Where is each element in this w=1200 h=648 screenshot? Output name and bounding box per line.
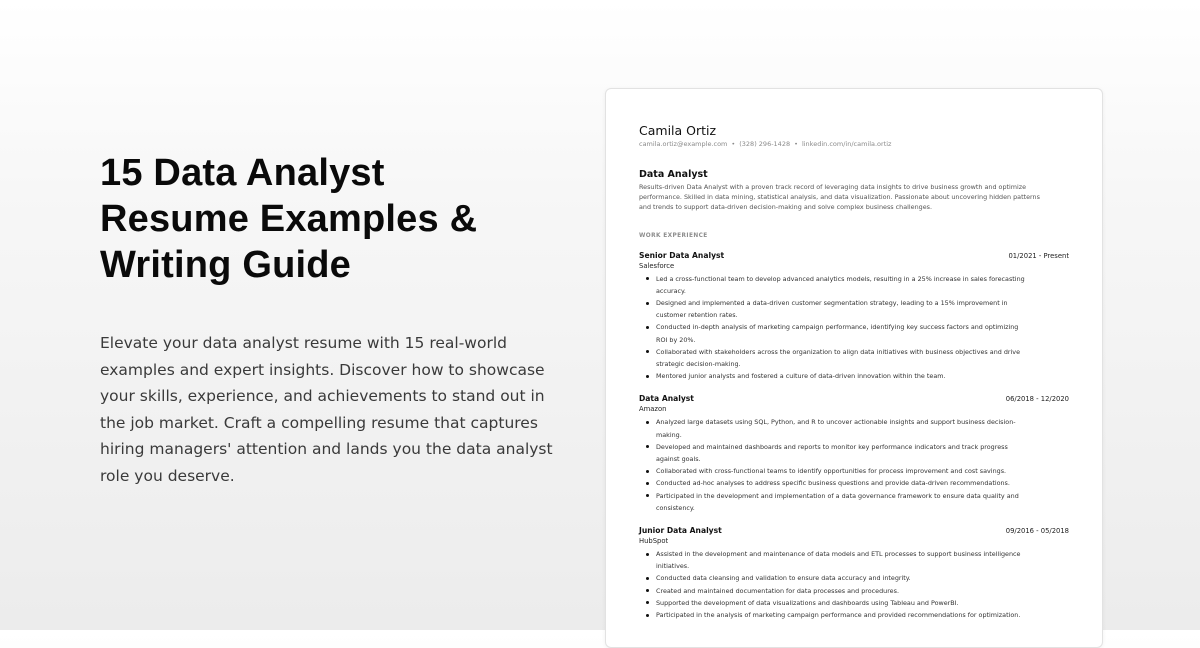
job-title: Junior Data Analyst: [639, 526, 722, 536]
resume-role: Data Analyst: [639, 169, 708, 180]
bullet-text: [656, 609, 1069, 621]
job-entry: [639, 394, 1069, 514]
summary-line: performance. Skilled in data mining, statistical analysis, and data visualization. Passionate about uncovering hidden patterns: [639, 193, 1040, 202]
bullet-line: strategic decision-making.: [656, 360, 741, 369]
bullet-item: [656, 416, 1069, 440]
bullet-icon: [646, 375, 649, 378]
hero-section: [100, 150, 553, 490]
bullet-line: initiatives.: [656, 562, 690, 571]
resume-contact: [639, 140, 1069, 148]
job-bullets: [639, 548, 1069, 621]
bullet-line: Supported the development of data visualizations and dashboards using Tableau and PowerBI.: [656, 598, 959, 607]
bullet-item: [656, 548, 1069, 572]
bullet-text: [656, 585, 1069, 597]
page-description: [100, 330, 553, 490]
bullet-item: [656, 609, 1069, 621]
title-line: Writing Guide: [100, 244, 351, 286]
bullet-icon: [646, 421, 649, 424]
bullet-line: Led a cross-functional team to develop advanced analytics models, resulting in a 25% increase in sales forecasting: [656, 274, 1025, 283]
bullet-item: [656, 321, 1069, 345]
bullet-icon: [646, 494, 649, 497]
bullet-line: Conducted ad-hoc analyses to address specific business questions and provide data-driven recommendations.: [656, 479, 1010, 488]
section-heading-work-experience: WORK EXPERIENCE: [639, 232, 708, 239]
bullet-icon: [646, 589, 649, 592]
bullet-icon: [646, 482, 649, 485]
resume-linkedin: linkedin.com/in/camila.ortiz: [801, 140, 892, 148]
description-line: hiring managers' attention and lands you the data analyst: [100, 440, 553, 459]
job-company: Salesforce: [639, 261, 675, 270]
bullet-icon: [646, 601, 649, 604]
bullet-line: Assisted in the development and maintenance of data models and ETL processes to support business intelligence: [656, 550, 1021, 559]
bullet-item: [656, 572, 1069, 584]
job-header: [639, 251, 1069, 260]
bullet-line: Collaborated with cross-functional teams to identify opportunities for process improvement and cost savings.: [656, 467, 1007, 476]
bullet-icon: [646, 577, 649, 580]
bullet-item: [656, 585, 1069, 597]
description-line: Elevate your data analyst resume with 15 real-world: [100, 334, 507, 352]
bullet-line: Conducted in-depth analysis of marketing campaign performance, identifying key success factors and optimizing: [656, 323, 1019, 332]
bullet-item: [656, 346, 1069, 370]
bullet-text: [656, 297, 1069, 321]
bullet-item: [656, 465, 1069, 477]
bullet-text: [656, 273, 1069, 297]
description-line: your skills, experience, and achievements to stand out in: [100, 387, 545, 406]
job-header: [639, 394, 1069, 403]
bullet-text: [656, 548, 1069, 572]
job-company: HubSpot: [639, 537, 669, 546]
bullet-item: [656, 370, 1069, 382]
bullet-icon: [646, 277, 649, 280]
job-title: Data Analyst: [639, 394, 694, 404]
bullet-icon: [646, 350, 649, 353]
bullet-icon: [646, 445, 649, 448]
bullet-line: customer retention rates.: [656, 311, 738, 320]
bullet-text: [656, 321, 1069, 345]
title-line: Resume Examples &: [100, 198, 478, 240]
bullet-line: Analyzed large datasets using SQL, Python, and R to uncover actionable insights and support business decision-: [656, 418, 1016, 427]
bullet-text: [656, 465, 1069, 477]
resume-name: Camila Ortiz: [639, 123, 717, 138]
bullet-icon: [646, 614, 649, 617]
bullet-line: Participated in the development and implementation of a data governance framework to ensure data quality and: [656, 491, 1019, 500]
resume-preview: [605, 88, 1103, 648]
description-line: examples and expert insights. Discover how to showcase: [100, 360, 545, 379]
bullet-text: [656, 572, 1069, 584]
bullet-item: [656, 477, 1069, 489]
bullet-icon: [646, 302, 649, 305]
jobs-list: [639, 251, 1069, 622]
bullet-item: [656, 441, 1069, 465]
bullet-icon: [646, 326, 649, 329]
job-company: Amazon: [639, 405, 667, 414]
bullet-item: [656, 297, 1069, 321]
bullet-text: [656, 370, 1069, 382]
bullet-line: against goals.: [656, 455, 701, 464]
bullet-text: [656, 416, 1069, 440]
resume-phone: (328) 296-1428: [739, 140, 791, 148]
bullet-line: Designed and implemented a data-driven customer segmentation strategy, leading to a 15% improvement in: [656, 299, 1008, 308]
job-entry: [639, 251, 1069, 383]
bullet-item: [656, 597, 1069, 609]
bullet-line: consistency.: [656, 503, 695, 512]
bullet-text: [656, 441, 1069, 465]
summary-line: and trends to support data-driven decision-making and solve complex business challenges.: [639, 203, 932, 212]
bullet-line: Conducted data cleansing and validation to ensure data accuracy and integrity.: [656, 574, 911, 583]
bullet-text: [656, 477, 1069, 489]
bullet-line: Mentored junior analysts and fostered a culture of data-driven innovation within the team.: [656, 372, 946, 381]
bullet-item: [656, 273, 1069, 297]
resume-email: camila.ortiz@example.com: [639, 140, 728, 148]
bullet-text: [656, 346, 1069, 370]
job-dates: 09/2016 - 05/2018: [1005, 527, 1069, 536]
bullet-line: accuracy.: [656, 286, 686, 295]
bullet-icon: [646, 553, 649, 556]
bullet-line: Developed and maintained dashboards and reports to monitor key performance indicators and track progress: [656, 442, 1008, 451]
bullet-text: [656, 597, 1069, 609]
job-title: Senior Data Analyst: [639, 250, 725, 260]
job-entry: [639, 526, 1069, 621]
bullet-text: [656, 490, 1069, 514]
bullet-line: Created and maintained documentation for data processes and procedures.: [656, 586, 899, 595]
job-dates: 01/2021 - Present: [1008, 251, 1069, 260]
job-header: [639, 526, 1069, 535]
job-bullets: [639, 273, 1069, 383]
bullet-line: making.: [656, 430, 682, 439]
contact-separator: •: [731, 140, 736, 148]
bullet-line: Collaborated with stakeholders across the organization to align data initiatives with business objectives and drive: [656, 347, 1021, 356]
bullet-line: ROI by 20%.: [656, 335, 696, 344]
job-bullets: [639, 416, 1069, 514]
description-line: role you deserve.: [100, 466, 235, 485]
bullet-icon: [646, 470, 649, 473]
contact-separator: •: [794, 140, 798, 148]
description-line: the job market. Craft a compelling resume that captures: [100, 413, 538, 432]
summary-line: Results-driven Data Analyst with a proven track record of leveraging data insights to drive business growth and optimize: [639, 183, 1027, 191]
title-line: 15 Data Analyst: [100, 152, 385, 194]
job-dates: 06/2018 - 12/2020: [1005, 395, 1069, 404]
bullet-item: [656, 490, 1069, 514]
resume-summary: [639, 182, 1069, 213]
bullet-line: Participated in the analysis of marketing campaign performance and provided recommendations for optimization.: [656, 611, 1021, 620]
page-title: [100, 150, 540, 288]
